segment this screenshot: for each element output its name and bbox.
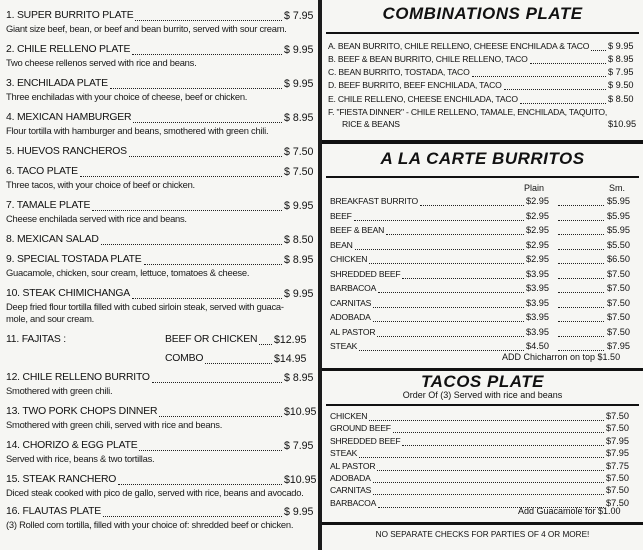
combination-item: B. BEEF & BEAN BURRITO, CHILE RELLENO, TACO [328, 54, 528, 64]
menu-item-title: 1. SUPER BURRITO PLATE [6, 10, 134, 21]
burrito-price-plain: $3.95 [526, 268, 549, 279]
a-la-carte-title: A LA CARTE BURRITOS [380, 149, 585, 168]
taco-price: $7.50 [606, 423, 629, 434]
dot-leader [472, 76, 606, 77]
dot-leader [359, 350, 524, 351]
menu-item-description: Deep fried flour tortilla filled with cubed sirloin steak, served with guaca- [6, 301, 284, 312]
dot-leader [118, 484, 282, 485]
fajitas-option-combo: COMBO [165, 353, 204, 364]
burrito-item: BEEF [330, 210, 352, 221]
burrito-item: SHREDDED BEEF [330, 268, 401, 279]
menu-item-description: Giant size beef, bean, or beef and bean burrito, served with sour cream. [6, 23, 287, 34]
section-divider-2 [322, 368, 643, 371]
dot-leader [369, 420, 604, 421]
burrito-item: BREAKFAST BURRITO [330, 196, 418, 206]
menu-item-description: Two cheese rellenos served with rice and beans. [6, 57, 197, 68]
dot-leader [558, 350, 604, 351]
dot-leader [373, 482, 604, 483]
dot-leader [558, 234, 604, 235]
dot-leader [591, 50, 606, 51]
combination-item: F. "FIESTA DINNER" - CHILE RELLENO, TAMALE, ENCHILADA, TAQUITO, [328, 107, 608, 117]
combination-price: $10.95 [608, 119, 637, 129]
burrito-price-plain: $2.95 [526, 239, 549, 250]
taco-item: CHICKEN [330, 411, 368, 421]
dot-leader [103, 516, 282, 517]
menu-item-description: Guacamole, chicken, sour cream, lettuce, tomatoes & cheese. [6, 267, 250, 278]
dot-leader [132, 298, 282, 299]
combination-item: D. BEEF BURRITO, BEEF ENCHILADA, TACO [328, 80, 502, 90]
combination-price: $ 9.95 [608, 41, 634, 51]
combination-price: $ 7.95 [608, 67, 634, 77]
taco-item: ADOBADA [330, 473, 371, 483]
footer-rule [322, 522, 643, 525]
fajitas-price-beef-chicken: $12.95 [274, 334, 307, 346]
dot-leader [558, 336, 604, 337]
tacos-rule [326, 404, 639, 406]
dot-leader [133, 122, 282, 123]
menu-item-description: Three tacos, with your choice of beef or chicken. [6, 179, 195, 190]
dot-leader [110, 88, 282, 89]
menu-item-description: Three enchiladas with your choice of cheese, beef or chicken. [6, 91, 248, 102]
burrito-price-plain: $2.95 [526, 254, 549, 264]
menu-item-price: $10.95 [284, 406, 317, 418]
combination-price: $ 8.95 [608, 54, 634, 64]
dot-leader [369, 263, 524, 264]
taco-item: SHREDDED BEEF [330, 435, 401, 446]
dot-leader [558, 249, 604, 250]
menu-item-title: 3. ENCHILADA PLATE [6, 78, 108, 89]
taco-item: BARBACOA [330, 497, 377, 508]
dot-leader [386, 234, 524, 235]
fajitas-title: 11. FAJITAS : [6, 334, 66, 345]
menu-item-title: 13. TWO PORK CHOPS DINNER [6, 406, 158, 417]
dot-leader [420, 205, 524, 206]
dot-leader [558, 292, 604, 293]
menu-item-title: 16. FLAUTAS PLATE [6, 506, 101, 517]
taco-price: $7.50 [606, 485, 629, 496]
menu-item-price: $ 7.95 [284, 440, 314, 452]
burrito-item: CARNITAS [330, 297, 372, 308]
dot-leader [377, 336, 524, 337]
menu-item-price: $ 9.95 [284, 288, 314, 300]
dot-leader [402, 445, 604, 446]
combination-item-cont: RICE & BEANS [342, 119, 400, 129]
menu-item-price: $ 7.95 [284, 10, 314, 22]
combination-item: C. BEAN BURRITO, TOSTADA, TACO [328, 67, 470, 77]
taco-item: STEAK [330, 448, 358, 459]
burrito-price-plain: $4.50 [526, 341, 549, 351]
col-header-plain: Plain [524, 183, 545, 193]
menu-item-price: $ 9.95 [284, 200, 314, 212]
menu-item-title: 9. SPECIAL TOSTADA PLATE [6, 254, 142, 265]
menu-item-description: mole, and sour cream. [6, 313, 95, 324]
dot-leader [101, 244, 282, 245]
dot-leader [530, 63, 606, 64]
dot-leader [393, 432, 604, 433]
menu-item-price: $ 8.95 [284, 254, 314, 266]
taco-price: $7.95 [606, 435, 629, 446]
burrito-price-sm: $7.50 [607, 312, 630, 322]
dot-leader [80, 176, 282, 177]
menu-item-description: (3) Rolled corn tortilla, filled with your choice of: shredded beef or chicken. [6, 519, 294, 530]
menu-item-title: 6. TACO PLATE [6, 166, 78, 177]
dot-leader [129, 156, 282, 157]
dot-leader [159, 416, 282, 417]
combinations-rule [326, 32, 639, 34]
taco-price: $7.75 [606, 460, 629, 471]
fajitas-price-combo: $14.95 [274, 353, 307, 365]
dot-leader [259, 344, 272, 345]
left-menu-column [0, 0, 318, 550]
guacamole-note: Add Guacamole for $1.00 [518, 506, 621, 516]
burrito-price-sm: $7.50 [607, 268, 630, 279]
burrito-price-sm: $5.95 [607, 210, 630, 221]
combination-item: E. CHILE RELLENO, CHEESE ENCHILADA, TACO [328, 94, 518, 104]
taco-price: $7.50 [606, 497, 629, 508]
menu-item-price: $ 8.95 [284, 372, 314, 384]
dot-leader [558, 307, 604, 308]
taco-price: $7.50 [606, 473, 629, 483]
menu-item-price: $ 9.95 [284, 44, 314, 56]
fajitas-option-beef-chicken: BEEF OR CHICKEN [165, 334, 258, 345]
menu-item-price: $ 7.50 [284, 146, 314, 158]
combination-item: A. BEAN BURRITO, CHILE RELLENO, CHEESE ENCHILADA & TACO [328, 41, 590, 51]
dot-leader [377, 470, 604, 471]
dot-leader [205, 363, 272, 364]
burrito-price-plain: $3.95 [526, 283, 549, 293]
menu-item-title: 2. CHILE RELLENO PLATE [6, 44, 131, 55]
dot-leader [373, 321, 524, 322]
combination-price: $ 8.50 [608, 94, 634, 104]
menu-item-description: Served with rice, beans & two tortillas. [6, 453, 155, 464]
dot-leader [132, 54, 282, 55]
dot-leader [359, 457, 604, 458]
burrito-price-plain: $3.95 [526, 297, 549, 308]
menu-item-price: $ 9.95 [284, 506, 314, 518]
dot-leader [373, 494, 604, 495]
dot-leader [373, 307, 524, 308]
dot-leader [558, 321, 604, 322]
taco-price: $7.50 [606, 411, 629, 421]
menu-item-title: 10. STEAK CHIMICHANGA [6, 288, 130, 299]
dot-leader [144, 264, 282, 265]
menu-item-title: 14. CHORIZO & EGG PLATE [6, 440, 138, 451]
burrito-price-sm: $7.50 [607, 326, 630, 337]
menu-item-description: Smothered with green chili. [6, 385, 113, 396]
dot-leader [378, 292, 524, 293]
a-la-carte-rule [326, 176, 639, 178]
burrito-price-sm: $5.95 [607, 225, 630, 235]
menu-item-price: $ 8.50 [284, 234, 314, 246]
combinations-title: COMBINATIONS PLATE [382, 4, 583, 23]
burrito-item: BARBACOA [330, 283, 377, 293]
taco-item: AL PASTOR [330, 460, 376, 471]
dot-leader [139, 450, 282, 451]
dot-leader [558, 220, 604, 221]
menu-item-title: 5. HUEVOS RANCHEROS [6, 146, 127, 157]
burrito-item: ADOBADA [330, 312, 371, 322]
section-divider [322, 140, 643, 144]
burrito-price-plain: $3.95 [526, 312, 549, 322]
burrito-price-sm: $6.50 [607, 254, 630, 264]
burrito-price-sm: $5.50 [607, 239, 630, 250]
burrito-item: AL PASTOR [330, 326, 376, 337]
dot-leader [354, 220, 524, 221]
menu-item-price: $ 7.50 [284, 166, 314, 178]
burrito-item: BEAN [330, 239, 353, 250]
burrito-price-sm: $7.95 [607, 341, 630, 351]
dot-leader [355, 249, 524, 250]
menu-item-price: $ 9.95 [284, 78, 314, 90]
dot-leader [135, 20, 282, 21]
tacos-title: TACOS PLATE [421, 372, 544, 391]
burrito-price-sm: $7.50 [607, 297, 630, 308]
menu-item-description: Flour tortilla with hamburger and beans, smothered with green chili. [6, 125, 269, 136]
combination-price: $ 9.50 [608, 80, 634, 90]
dot-leader [504, 89, 606, 90]
dot-leader [92, 210, 282, 211]
burrito-price-plain: $2.95 [526, 210, 549, 221]
dot-leader [558, 205, 604, 206]
menu-item-title: 7. TAMALE PLATE [6, 200, 91, 211]
menu-item-title: 8. MEXICAN SALAD [6, 234, 99, 245]
menu-item-price: $10.95 [284, 474, 317, 486]
right-menu-column [322, 0, 643, 550]
burrito-item: BEEF & BEAN [330, 225, 385, 235]
burrito-price-sm: $5.95 [607, 196, 630, 206]
col-header-sm: Sm. [609, 183, 626, 193]
tacos-subtitle: Order Of (3) Served with rice and beans [402, 390, 563, 400]
menu-item-description: Cheese enchilada served with rice and beans. [6, 213, 187, 224]
burrito-price-plain: $2.95 [526, 225, 549, 235]
menu-item-title: 12. CHILE RELLENO BURRITO [6, 372, 150, 383]
taco-price: $7.95 [606, 448, 629, 459]
dot-leader [558, 278, 604, 279]
menu-item-description: Smothered with green chili, served with rice and beans. [6, 419, 223, 430]
burrito-price-sm: $7.50 [607, 283, 630, 293]
dot-leader [152, 382, 282, 383]
burrito-price-plain: $3.95 [526, 326, 549, 337]
burrito-price-plain: $2.95 [526, 196, 549, 206]
taco-item: GROUND BEEF [330, 423, 391, 434]
menu-item-price: $ 8.95 [284, 112, 314, 124]
taco-item: CARNITAS [330, 485, 372, 496]
chicharron-note: ADD Chicharron on top $1.50 [502, 352, 621, 362]
menu-item-title: 15. STEAK RANCHERO [6, 474, 117, 485]
dot-leader [402, 278, 524, 279]
menu-item-title: 4. MEXICAN HAMBURGER [6, 112, 132, 123]
footer-note: NO SEPARATE CHECKS FOR PARTIES OF 4 OR MORE! [375, 530, 590, 539]
dot-leader [558, 263, 604, 264]
burrito-item: STEAK [330, 341, 358, 351]
burrito-item: CHICKEN [330, 254, 368, 264]
dot-leader [520, 103, 606, 104]
menu-item-description: Diced steak cooked with pico de gallo, served with rice, beans and avocado. [6, 487, 304, 498]
